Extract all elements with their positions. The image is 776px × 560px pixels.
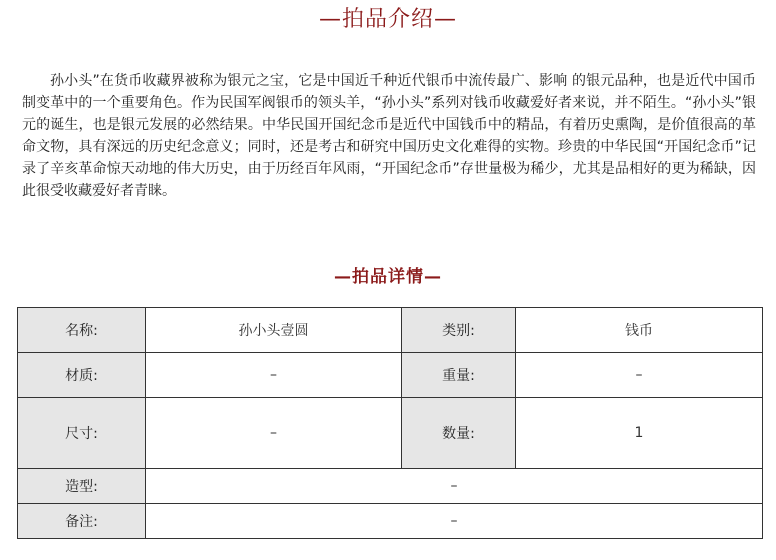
table-row bbox=[18, 353, 763, 398]
shape-label: 造型: bbox=[18, 469, 146, 504]
quantity-label: 数量: bbox=[402, 398, 516, 469]
category-value: 钱币 bbox=[516, 308, 763, 353]
table-row bbox=[18, 398, 763, 469]
quantity-value: 1 bbox=[516, 398, 763, 469]
remark-label: 备注: bbox=[18, 504, 146, 539]
size-value: – bbox=[146, 398, 402, 469]
details-title: —拍品详情— bbox=[334, 267, 442, 287]
details-table bbox=[17, 307, 763, 539]
shape-value: – bbox=[146, 469, 763, 504]
weight-label: 重量: bbox=[402, 353, 516, 398]
material-value: – bbox=[146, 353, 402, 398]
table-row bbox=[18, 469, 763, 504]
intro-title: —拍品介绍— bbox=[318, 7, 457, 32]
table-row bbox=[18, 504, 763, 539]
intro-paragraph: 孙小头”在货币收藏界被称为银元之宝，它是中国近千种近代银币中流传最广、影响 的银元品种，也是近代中国币制变革中的一个重要角色。作为民国军阀银币的领头羊，“孙小头”系列对钱币收藏爱好者来说，并不陌生。“孙小头”银元的诞生，也是银元发展的必然结果。中华民国开国纪念币是近代中国钱币中的精品，有着历史熏陶，是价值很高的革命文物，具有深远的历史纪念意义；同时，还是考古和研究中国历史文化难得的实物。珍贵的中华民国“开国纪念币”记录了辛亥革命惊天动地的伟大历史，由于历经百年风雨，“开国纪念币”存世量极为稀少，尤其是品相好的更为稀缺，因此很受收藏爱好者青睐。 bbox=[22, 73, 756, 199]
category-label: 类别: bbox=[402, 308, 516, 353]
table-row bbox=[18, 308, 763, 353]
size-label: 尺寸: bbox=[18, 398, 146, 469]
name-label: 名称: bbox=[18, 308, 146, 353]
weight-value: – bbox=[516, 353, 763, 398]
name-value: 孙小头壹圆 bbox=[146, 308, 402, 353]
remark-value: – bbox=[146, 504, 763, 539]
material-label: 材质: bbox=[18, 353, 146, 398]
